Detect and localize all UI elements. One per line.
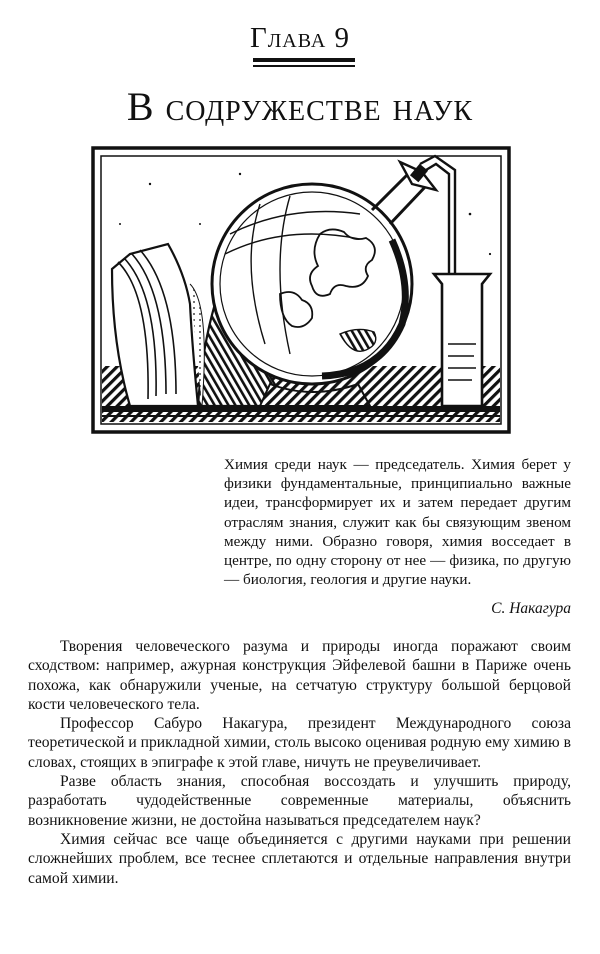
chapter-illustration [90,144,512,436]
paragraph: Разве область знания, способная воссоздать и улучшить природу, разработать чудодейственные современные материалы, объяснить возникновение жизни, не достойна называться председателем наук? [28,773,571,829]
title-rule-thin [253,65,355,67]
epigraph [224,455,571,589]
globe-flask-icon [212,162,436,384]
chapter-title: В содружестве наук [126,84,474,129]
epigraph-text: Химия среди наук — председатель. Химия берет у физики фундаментальные, принципиально важные идеи, трансформирует их и затем передает другим отраслям знания, служит как бы связующим звеном между ними. Образно говоря, химия восседает в центре, по одну сторону от нее — физика, по другую — биология, геология и другие науки. [224,456,571,589]
paragraph: Профессор Сабуро Накагура, президент Международного союза теоретической и прикладной химии, столь высоко оценивая родную ему химию в словах, стоящих в эпиграфе к этой главе, ничуть не преувеличивает. [28,715,571,771]
body-text [28,637,571,888]
beaker-icon [434,274,490,406]
epigraph-author: С. Накагура [491,600,571,617]
chapter-label: Глава 9 [249,22,351,54]
paragraph: Химия сейчас все чаще объединяется с другими науками при решении сложнейших проблем, все теснее сплетаются и отдельные направления внутри самой химии. [28,830,571,887]
paragraph: Творения человеческого разума и природы иногда поражают своим сходством: например, ажурная конструкция Эйфелевой башни в Париже очень похожа, как обнаружили ученые, на сетчатую структуру большой берцовой кости человеческого тела. [28,638,571,713]
title-rule-thick [253,58,355,62]
